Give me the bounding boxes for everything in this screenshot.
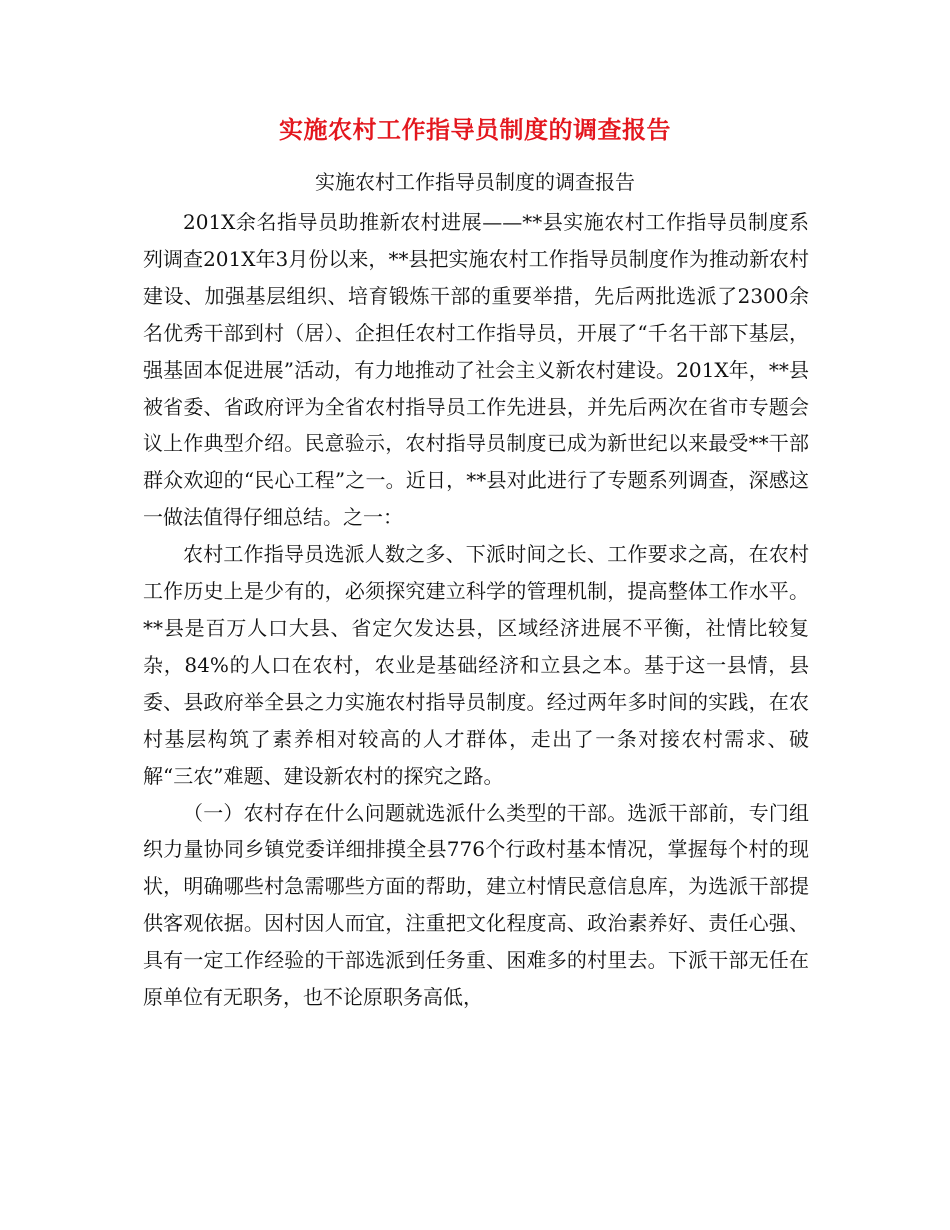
- body-paragraph-1: 201X余名指导员助推新农村进展——**县实施农村工作指导员制度系列调查201X年3月份以来，**县把实施农村工作指导员制度作为推动新农村建设、加强基层组织、培育锻炼干部的重要举措，先后两批选派了2300余名优秀干部到村（居）、企担任农村工作指导员，开展了“千名干部下基层，强基固本促进展”活动，有力地推动了社会主义新农村建设。201X年，**县被省委、省政府评为全省农村指导员工作先进县，并先后两次在省市专题会议上作典型介绍。民意验示，农村指导员制度已成为新世纪以来最受**干部群众欢迎的“民心工程”之一。近日，**县对此进行了专题系列调查，深感这一做法值得仔细总结。之一：: [143, 210, 809, 530]
- body-paragraph-2: 农村工作指导员选派人数之多、下派时间之长、工作要求之高，在农村工作历史上是少有的，必须探究建立科学的管理机制，提高整体工作水平。**县是百万人口大县、省定欠发达县，区域经济进展不平衡，社情比较复杂，84%的人口在农村，农业是基础经济和立县之本。基于这一县情，县委、县政府举全县之力实施农村指导员制度。经过两年多时间的实践，在农村基层构筑了素养相对较高的人才群体，走出了一条对接农村需求、破解“三农”难题、建设新农村的探究之路。: [143, 542, 809, 788]
- document-subtitle: 实施农村工作指导员制度的调查报告: [315, 170, 635, 194]
- body-paragraph-3: （一）农村存在什么问题就选派什么类型的干部。选派干部前，专门组织力量协同乡镇党委详细排摸全县776个行政村基本情况，掌握每个村的现状，明确哪些村急需哪些方面的帮助，建立村情民意信息库，为选派干部提供客观依据。因村因人而宜，注重把文化程度高、政治素养好、责任心强、具有一定工作经验的干部选派到任务重、困难多的村里去。下派干部无任在原单位有无职务，也不论原职务高低，: [143, 800, 809, 1010]
- document-body: [143, 204, 809, 1016]
- document-title: 实施农村工作指导员制度的调查报告: [279, 115, 671, 144]
